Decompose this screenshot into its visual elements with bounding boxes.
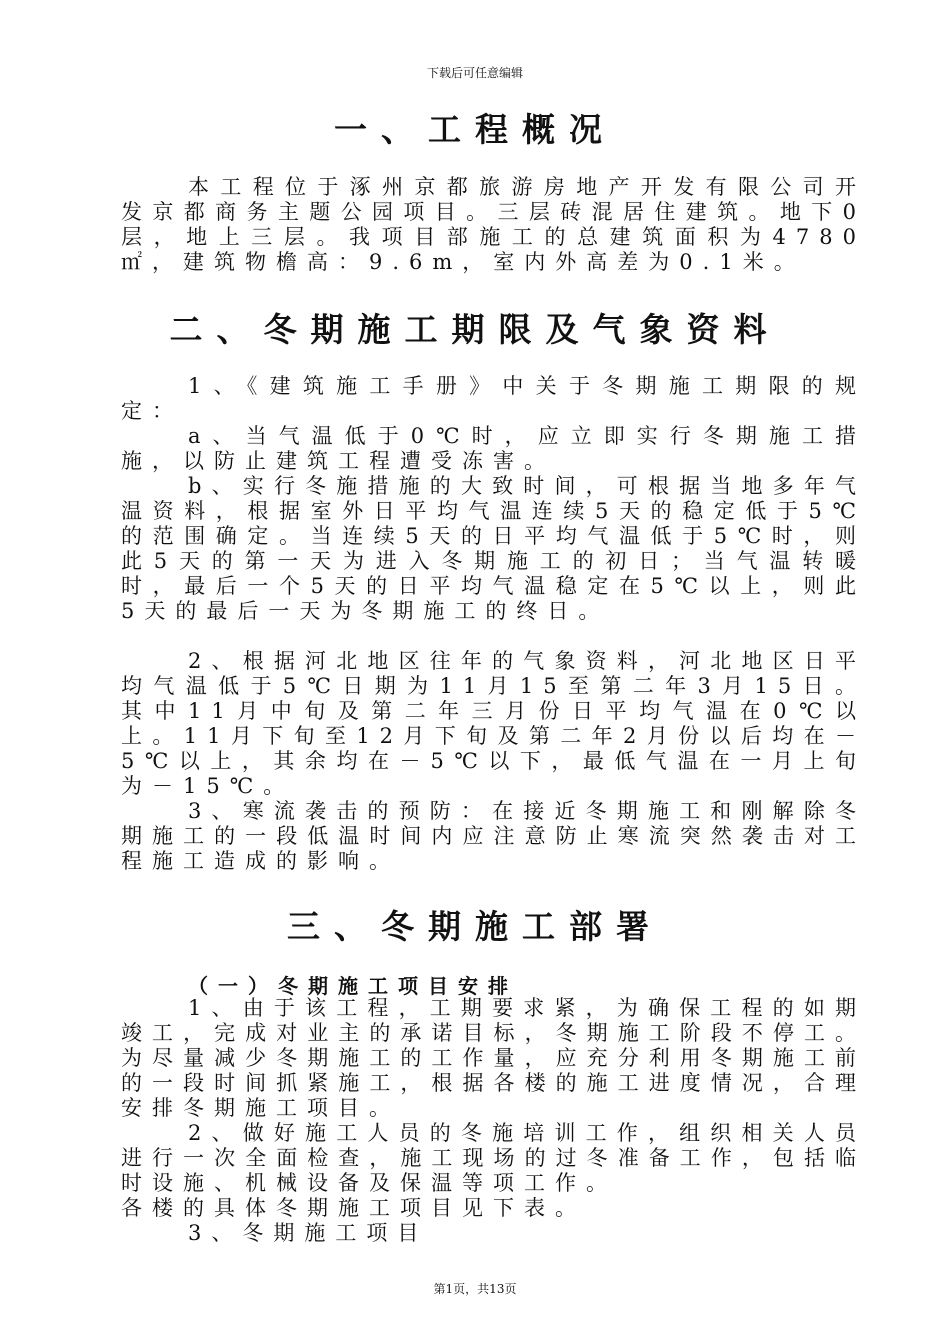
section-3-paragraph-4: 3、冬期施工项目 (188, 1221, 429, 1245)
section-3-paragraph-1: 1、由于该工程，工期要求紧，为确保工程的如期竣工，完成对业主的承诺目标，冬期施工阶段不停工。为尽量减少冬期施工的工作量，应充分利用冬期施工前的一段时间抓紧施工，根据各楼的施工进度情况，合理安排冬期施工项目。 (121, 996, 866, 1120)
section-2-paragraph-2: a、当气温低于0℃时，应立即实行冬期施工措施，以防止建筑工程遭受冻害。 (121, 424, 866, 473)
section-3-subtitle: （一）冬期施工项目安排 (188, 974, 518, 998)
page-header-note: 下载后可任意编辑 (426, 66, 523, 80)
section-2-body (121, 374, 866, 874)
section-3-paragraph-3: 各楼的具体冬期施工项目见下表。 (121, 1196, 586, 1220)
section-1-paragraph: 本工程位于涿州京都旅游房地产开发有限公司开发京都商务主题公园项目。三层砖混居住建筑。地下0层，地上三层。我项目部施工的总建筑面积为4780㎡，建筑物檐高：9.6m，室内外高差为0.1米。 (121, 175, 866, 274)
page-footer-note: 第1页，共13页 (433, 1282, 517, 1296)
section-3-body (121, 996, 866, 1246)
section-2-paragraph-4: 2、根据河北地区往年的气象资料，河北地区日平均气温低于5℃日期为11月15至第二年3月15日。其中11月中旬及第二年三月份日平均气温在0℃以上。11月下旬至12月下旬及第二年2月份以后均在－5℃以上，其余均在－5℃以下，最低气温在一月上旬为－15℃。 (121, 649, 866, 798)
section-2-title: 二、冬期施工期限及气象资料 (169, 310, 781, 349)
section-1-body (121, 175, 866, 275)
section-1-title: 一、工程概况 (334, 110, 616, 149)
section-3-paragraph-2: 2、做好施工人员的冬施培训工作，组织相关人员进行一次全面检查，施工现场的过冬准备工作，包括临时设施、机械设备及保温等项工作。 (121, 1121, 866, 1195)
section-3-title: 三、冬期施工部署 (287, 907, 663, 946)
section-2-paragraph-5: 3、寒流袭击的预防：在接近冬期施工和刚解除冬期施工的一段低温时间内应注意防止寒流突然袭击对工程施工造成的影响。 (121, 799, 866, 873)
section-2-paragraph-3: b、实行冬施措施的大致时间，可根据当地多年气温资料，根据室外日平均气温连续5天的稳定低于5℃的范围确定。当连续5天的日平均气温低于5℃时，则此5天的第一天为进入冬期施工的初日；当气温转暖时，最后一个5天的日平均气温稳定在5℃以上，则此5天的最后一天为冬期施工的终日。 (121, 474, 866, 623)
section-2-paragraph-1: 1、《建筑施工手册》中关于冬期施工期限的规定： (121, 374, 866, 423)
